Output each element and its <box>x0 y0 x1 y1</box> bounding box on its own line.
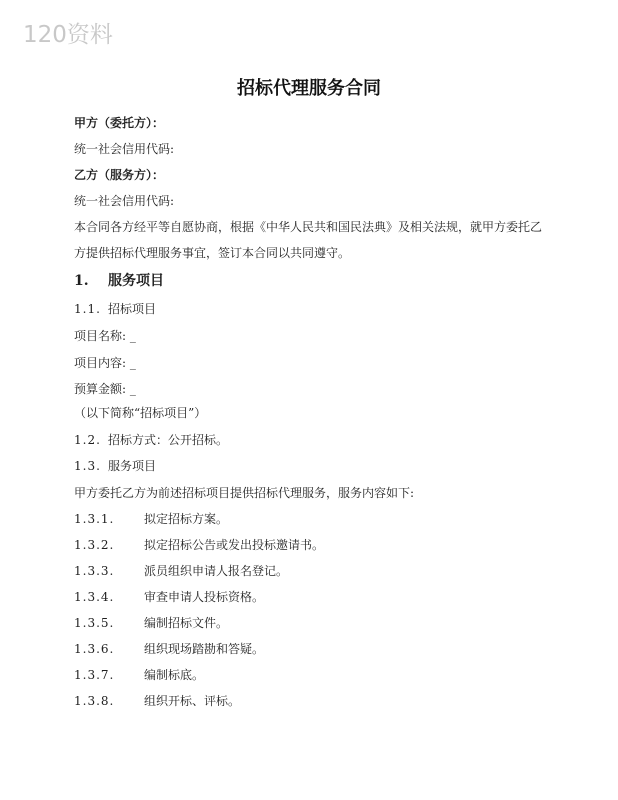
item-number: 1.3.3. <box>74 564 115 578</box>
project-content: 项目内容: _ <box>74 356 136 370</box>
item-number: 1.3.7. <box>74 668 115 682</box>
clause-text: 招标项目 <box>108 302 157 316</box>
item-text: 审查申请人投标资格。 <box>144 590 265 604</box>
document-title: 招标代理服务合同 <box>237 78 381 99</box>
service-item <box>74 666 204 683</box>
party-a-label: 甲方（委托方）： <box>74 116 165 130</box>
service-item <box>74 614 228 631</box>
item-number: 1.3.6. <box>74 642 115 656</box>
item-text: 编制招标文件。 <box>144 616 229 630</box>
clause-text: 服务项目 <box>108 459 157 473</box>
section-1-number: 1. <box>74 273 89 289</box>
intro-line-1: 本合同各方经平等自愿协商，根据《中华人民共和国民法典》及相关法规，就甲方委托乙 <box>74 220 543 234</box>
item-text: 编制标底。 <box>144 668 205 682</box>
credit-code-a: 统一社会信用代码: <box>74 142 175 156</box>
clause-text: 招标方式：公开招标。 <box>108 433 229 447</box>
service-item <box>74 562 288 579</box>
item-number: 1.3.1. <box>74 512 115 526</box>
item-text: 组织现场踏勘和答疑。 <box>144 642 265 656</box>
service-item <box>74 510 228 527</box>
clause-number: 1.1. <box>74 302 101 316</box>
clause-number: 1.3. <box>74 459 101 473</box>
clause-1-3 <box>74 457 156 474</box>
item-number: 1.3.5. <box>74 616 115 630</box>
watermark-logo: 120资料 <box>23 22 113 48</box>
item-text: 组织开标、评标。 <box>144 694 241 708</box>
clause-number: 1.2. <box>74 433 101 447</box>
short-name-note: （以下简称“招标项目”） <box>74 406 207 420</box>
item-text: 派员组织申请人报名登记。 <box>144 564 289 578</box>
section-1-heading <box>74 270 164 290</box>
clause-1-1 <box>74 300 156 317</box>
service-item <box>74 692 240 709</box>
service-item <box>74 588 264 605</box>
credit-code-b: 统一社会信用代码: <box>74 194 175 208</box>
service-item <box>74 640 264 657</box>
service-intro: 甲方委托乙方为前述招标项目提供招标代理服务，服务内容如下: <box>74 486 415 500</box>
item-number: 1.3.4. <box>74 590 115 604</box>
item-number: 1.3.8. <box>74 694 115 708</box>
item-text: 拟定招标方案。 <box>144 512 229 526</box>
party-b-label: 乙方（服务方）： <box>74 168 165 182</box>
clause-1-2 <box>74 431 228 448</box>
item-text: 拟定招标公告或发出投标邀请书。 <box>144 538 325 552</box>
intro-line-2: 方提供招标代理服务事宜，签订本合同以共同遵守。 <box>74 246 351 260</box>
service-item <box>74 536 324 553</box>
item-number: 1.3.2. <box>74 538 115 552</box>
project-name: 项目名称: _ <box>74 329 136 343</box>
project-budget: 预算金额: _ <box>74 382 136 396</box>
section-1-title: 服务项目 <box>108 273 164 289</box>
